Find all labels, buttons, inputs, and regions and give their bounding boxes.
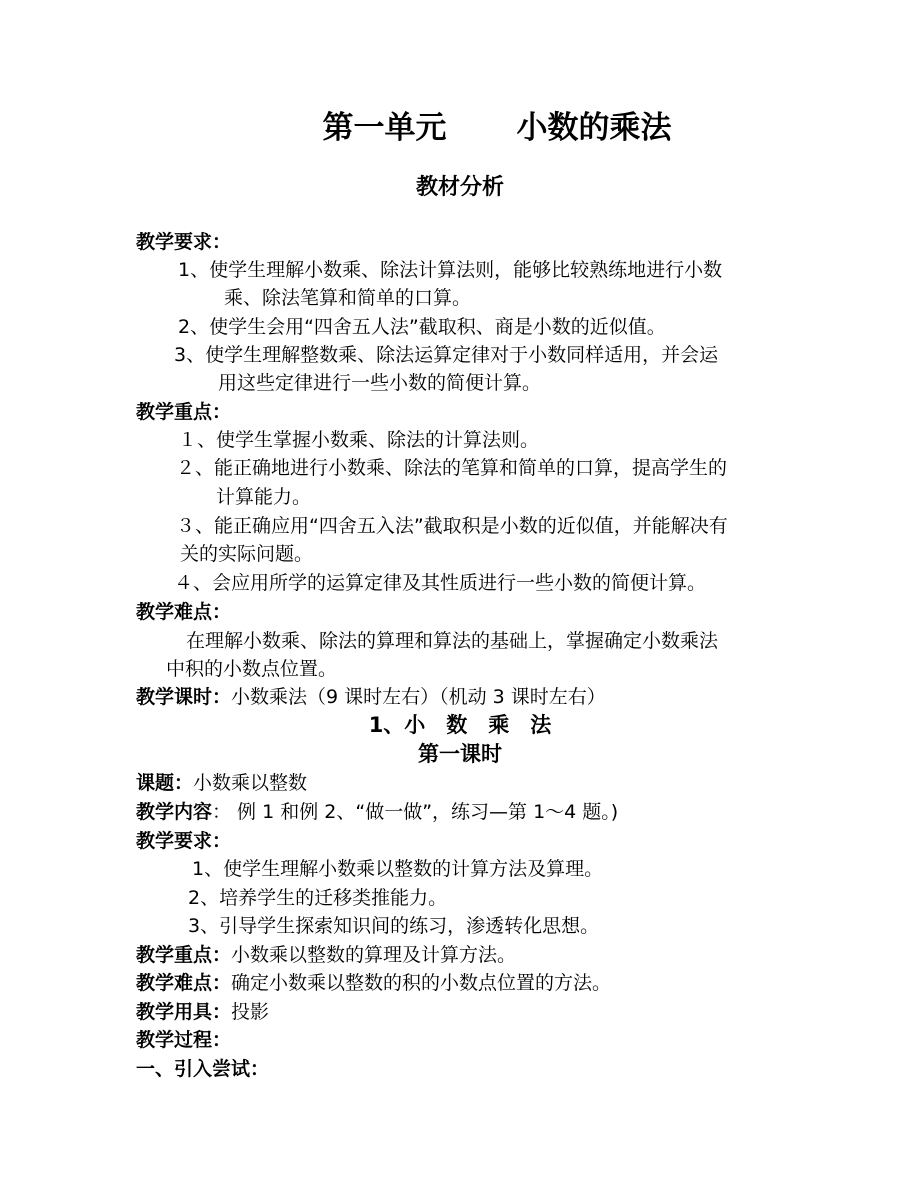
list-item: ３、能正确应用“四舍五入法”截取积是小数的近似值，并能解决有 [176, 515, 728, 537]
hours-text: 小数乘法（9 课时左右）（机动 3 课时左右） [231, 686, 606, 708]
list-item-cont: 计算能力。 [216, 486, 312, 508]
section-label: 教学课时： [136, 686, 232, 708]
key-line [136, 941, 516, 969]
list-item: 1、使学生理解小数乘以整数的计算方法及算理。 [192, 858, 604, 880]
content-line [136, 798, 618, 826]
list-item: 2、使学生会用“四舍五人法”截取积、商是小数的近似值。 [178, 316, 666, 338]
list-item: ２、能正确地进行小数乘、除法的笔算和简单的口算，提高学生的 [176, 457, 728, 479]
section-label: 教学要求： [136, 231, 232, 253]
list-item: 3、使学生理解整数乘、除法运算定律对于小数同样适用，并会运 [174, 344, 719, 366]
value: 投影 [231, 1001, 270, 1023]
step-heading: 一、引入尝试： [136, 1058, 270, 1080]
subtitle: 教材分析 [415, 175, 504, 200]
value: ： 例 1 和例 2、“做一做”，练习—第 1～4 题。) [212, 801, 619, 823]
section-title: 1、小 数 乘 法 [368, 713, 552, 737]
topic-line [136, 769, 307, 797]
list-item-cont: 用这些定律进行一些小数的简便计算。 [218, 372, 542, 394]
label: 教学重点： [136, 944, 232, 966]
label: 教学用具： [136, 1001, 232, 1023]
value: 小数乘以整数 [193, 772, 308, 794]
paragraph-cont: 中积的小数点位置。 [166, 658, 338, 680]
list-item: １、使学生掌握小数乘、除法的计算法则。 [178, 429, 540, 451]
label: 教学难点： [136, 972, 232, 994]
title-topic: 小数的乘法 [516, 110, 672, 146]
value: 确定小数乘以整数的积的小数点位置的方法。 [231, 972, 612, 994]
tools-line [136, 998, 269, 1026]
label: 课题： [136, 772, 194, 794]
section-label: 教学过程： [136, 1029, 232, 1051]
page-title [0, 106, 920, 150]
lesson-title: 第一课时 [418, 742, 502, 766]
list-item: ４、会应用所学的运算定律及其性质进行一些小数的简便计算。 [174, 572, 707, 594]
list-item: 1、使学生理解小数乘、除法计算法则，能够比较熟练地进行小数 [178, 259, 723, 281]
list-item-cont: 关的实际问题。 [180, 543, 314, 565]
value: 小数乘以整数的算理及计算方法。 [231, 944, 517, 966]
section-label: 教学难点： [136, 601, 232, 623]
paragraph: 在理解小数乘、除法的算理和算法的基础上，掌握确定小数乘法 [186, 630, 719, 652]
label: 教学内容 [136, 801, 213, 823]
difficulty-line [136, 969, 611, 997]
list-item: 3、引导学生探索知识间的练习，渗透转化思想。 [188, 915, 600, 937]
title-unit: 第一单元 [322, 110, 447, 146]
section-label: 教学要求： [136, 830, 232, 852]
list-item: 2、培养学生的迁移类推能力。 [188, 887, 448, 909]
hours-line [136, 683, 606, 711]
section-label: 教学重点： [136, 401, 232, 423]
list-item-cont: 乘、除法笔算和简单的口算。 [224, 287, 472, 309]
